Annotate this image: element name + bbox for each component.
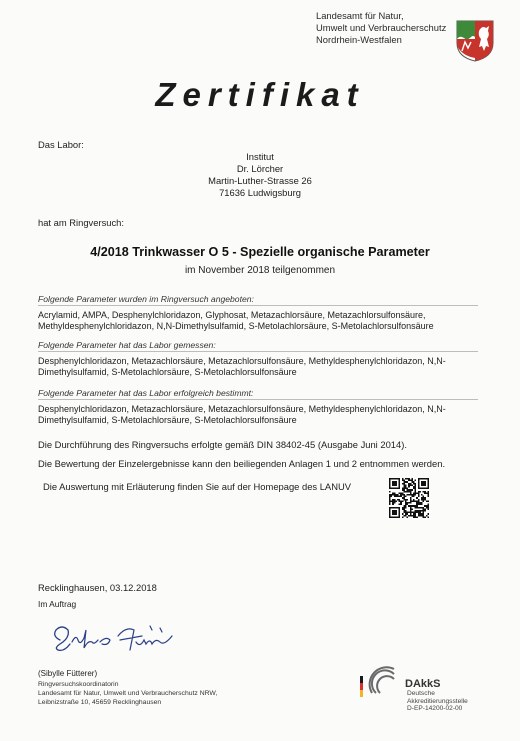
lab-address-line-1: Institut (246, 151, 274, 162)
section-successful (38, 388, 478, 426)
certificate-title: Zertifikat (155, 76, 365, 113)
lab-address (0, 151, 520, 199)
ringversuch-date: im November 2018 teilgenommen (184, 265, 336, 276)
dakks-details (407, 690, 468, 713)
dakks-line-3: D-EP-14200-02-00 (407, 705, 463, 712)
signatory-name: (Sibylle Fütterer) (38, 669, 98, 678)
lab-address-line-3: Martin-Luther-Strasse 26 (208, 175, 312, 186)
dakks-line-1: Deutsche (407, 690, 435, 697)
section-body: Desphenylchloridazon, Metazachlorsäure, Metazachlorsulfonsäure, Methyldesphenylchloridazon, N,N-Dimethylsulfamid, S-Metolachlorsäure, S-Metolachlorsulfonsäure (38, 404, 446, 425)
handwritten-signature (48, 618, 180, 658)
qr-code-icon (389, 478, 429, 518)
section-measured (38, 340, 478, 378)
authority-line-2: Umwelt und Verbraucherschutz (316, 22, 447, 33)
signatory-org: Landesamt für Natur, Umwelt und Verbraucherschutz NRW, (38, 690, 218, 697)
evaluation-statement: Die Bewertung der Einzelergebnisse kann den beiliegenden Anlagen 1 und 2 entnommen werden. (38, 458, 446, 469)
dakks-logo-icon (358, 657, 408, 707)
place-date: Recklinghausen, 03.12.2018 (38, 582, 157, 593)
authority-line-1: Landesamt für Natur, (316, 10, 404, 21)
din-statement: Die Durchführung des Ringversuchs erfolgte gemäß DIN 38402-45 (Ausgabe Juni 2014). (38, 439, 407, 450)
signatory-address: Leibnizstraße 10, 45659 Recklinghausen (38, 699, 162, 706)
section-body: Desphenylchloridazon, Metazachlorsäure, Metazachlorsulfonsäure, Methyldesphenylchloridazon, N,N-Dimethylsulfamid, S-Metolachlorsäure, S-Metolachlorsulfonsäure (38, 356, 446, 377)
section-heading: Folgende Parameter wurden im Ringversuch angeboten: (38, 294, 478, 306)
section-heading: Folgende Parameter hat das Labor gemessen: (38, 340, 478, 352)
section-body: Acrylamid, AMPA, Desphenylchloridazon, Glyphosat, Metazachlorsäure, Metazachlorsulfonsäure, Methyldesphenylchloridazon, N,N-Dimethylsulfamid, S-Metolachlorsäure, S-Metolachlorsulfonsäure (38, 310, 434, 331)
lab-label: Das Labor: (38, 139, 84, 150)
authority-name (316, 10, 446, 46)
lab-address-line-4: 71636 Ludwigsburg (219, 187, 301, 198)
section-offered (38, 294, 478, 332)
lab-address-line-2: Dr. Lörcher (236, 163, 284, 174)
ringversuch-label: hat am Ringversuch: (38, 217, 124, 228)
authority-line-3: Nordrhein-Westfalen (316, 34, 402, 45)
signatory-role: Ringversuchskoordinatorin (38, 681, 119, 688)
ringversuch-title: 4/2018 Trinkwasser O 5 - Spezielle organische Parameter (90, 245, 430, 259)
signatory-details (38, 680, 217, 707)
im-auftrag: Im Auftrag (38, 599, 77, 609)
dakks-line-2: Akkreditierungsstelle (407, 697, 468, 705)
dakks-logo-text: DAkkS (405, 678, 441, 690)
section-heading: Folgende Parameter hat das Labor erfolgreich bestimmt: (38, 388, 478, 400)
homepage-statement: Die Auswertung mit Erläuterung finden Sie auf der Homepage des LANUV (43, 481, 351, 492)
nrw-coat-of-arms-icon (455, 19, 495, 63)
